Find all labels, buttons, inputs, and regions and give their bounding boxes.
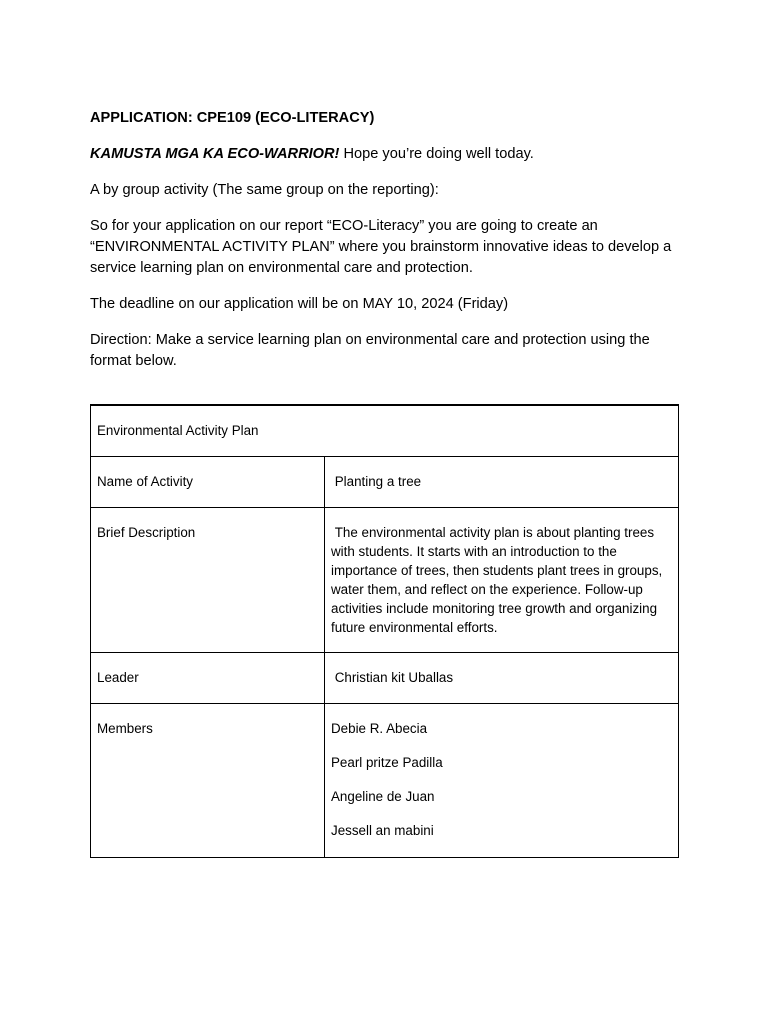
document-heading: APPLICATION: CPE109 (ECO-LITERACY) [90, 110, 375, 126]
name-value-cell [325, 457, 679, 508]
greeting-rest: Hope you’re doing well today. [339, 146, 534, 162]
greeting-strong: KAMUSTA MGA KA ECO-WARRIOR! [90, 146, 340, 162]
intro-paragraph: So for your application on our report “ECO-Literacy” you are going to create an “ENVIRONMENTAL ACTIVITY PLAN” where you brainstorm innovative ideas to develop a service learning plan on environmental care and protection. [90, 218, 672, 276]
leader-value-cell [325, 653, 679, 704]
brief-value: The environmental activity plan is about planting trees with students. It starts with an introduction to the importance of trees, then students plant trees in groups, water them, and reflect on the experience. Follow-up activities include monitoring tree growth and organizing future environmental efforts. [331, 525, 666, 635]
brief-label: Brief Description [97, 525, 196, 540]
members-list [331, 719, 666, 840]
brief-value-cell [325, 508, 679, 653]
members-value-cell [325, 704, 679, 858]
name-label-cell [91, 457, 325, 508]
table-row [91, 704, 679, 858]
brief-label-cell [91, 508, 325, 653]
group-note: A by group activity (The same group on the reporting): [90, 182, 439, 198]
table-title: Environmental Activity Plan [97, 423, 259, 438]
name-value: Planting a tree [331, 474, 422, 489]
members-list-wrapper [325, 704, 678, 854]
leader-label-cell [91, 653, 325, 704]
table-row [91, 508, 679, 653]
leader-value: Christian kit Uballas [331, 670, 454, 685]
members-label: Members [97, 721, 153, 736]
leader-label: Leader [97, 670, 139, 685]
table-title-cell [91, 405, 679, 457]
member-item: Debie R. Abecia [331, 721, 428, 736]
document-body [90, 108, 680, 387]
name-label: Name of Activity [97, 474, 193, 489]
direction-paragraph: Direction: Make a service learning plan on environmental care and protection using the format below. [90, 332, 650, 369]
table-row [91, 653, 679, 704]
table-row [91, 457, 679, 508]
member-item: Jessell an mabini [331, 823, 434, 838]
member-item: Pearl pritze Padilla [331, 755, 443, 770]
members-label-cell [91, 704, 325, 858]
table-title-row [91, 405, 679, 457]
deadline-paragraph: The deadline on our application will be on MAY 10, 2024 (Friday) [90, 296, 509, 312]
activity-plan-table [90, 404, 679, 858]
greeting-paragraph [90, 144, 680, 165]
member-item: Angeline de Juan [331, 789, 435, 804]
